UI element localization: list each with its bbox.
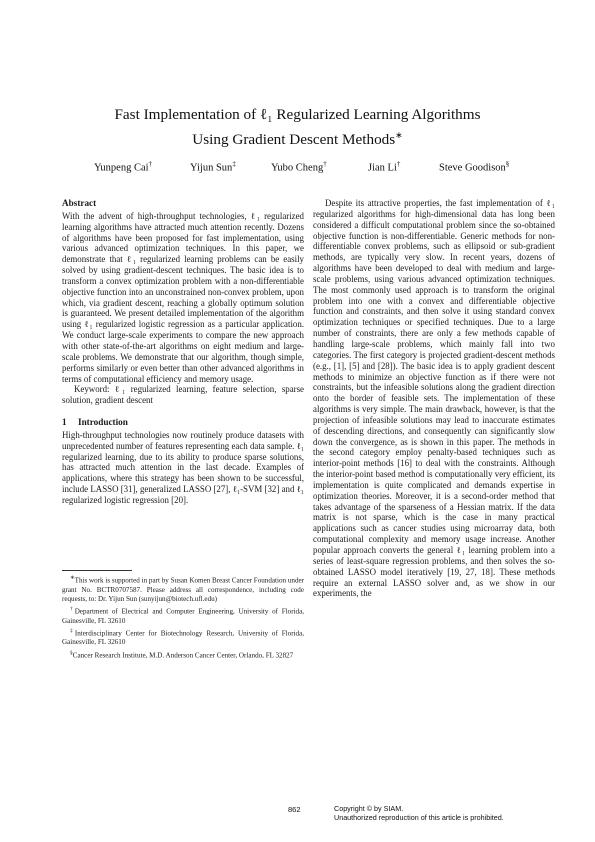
keywords: Keyword: ℓ₁ regularized learning, feature selection, sparse solution, gradient descent bbox=[62, 384, 304, 406]
left-column bbox=[62, 198, 304, 506]
author-name: Yubo Cheng bbox=[271, 162, 324, 174]
footnote-text: Interdisciplinary Center for Biotechnology Research, University of Florida, Gainesville, FL 32610 bbox=[62, 629, 304, 647]
author-mark: ‡ bbox=[232, 160, 236, 168]
author-mark: † bbox=[148, 160, 153, 168]
title-line-1: Fast Implementation of ℓ₁ Regularized Learning Algorithms bbox=[114, 106, 481, 123]
abstract-text: With the advent of high-throughput technologies, ℓ₁ regularized learning algorithms have attracted much attention recently. Dozens of algorithms have been proposed for fast implementation, using various advanced optimization techniques. In this paper, we demonstrate that ℓ₁ regularized learning problems can be easily solved by using gradient-descent techniques. The basic idea is to transform a convex optimization problem with a non-differentiable objective function into an unconstrained non-convex problem, upon which, via gradient descent, reaching a globally optimum solution is guaranteed. We present detailed implementation of the algorithm using ℓ₁ regularized logistic regression as a particular application. We conduct large-scale experiments to compare the new approach with other state-of-the-art algorithms on eight medium and large-scale problems. We demonstrate that our algorithm, though simple, performs similarly or even better than other advanced algorithms in terms of computational efficiency and memory usage. bbox=[62, 210, 304, 384]
author bbox=[94, 160, 152, 174]
section-number: 1 bbox=[62, 417, 67, 428]
abstract-heading: Abstract bbox=[62, 198, 97, 208]
footnotes bbox=[62, 570, 304, 661]
footnote bbox=[62, 649, 304, 661]
footnote-text: Cancer Research Institute, M.D. Anderson Cancer Center, Orlando, FL 32827 bbox=[72, 650, 294, 659]
author-name: Jian Li bbox=[368, 162, 397, 174]
author bbox=[271, 160, 327, 174]
body-paragraph: Despite its attractive properties, the fast implementation of ℓ₁ regularized algorithms for high-dimensional data has long been considered a difficult computational problem since the so-obtained objective function is non-differentiable. Generic methods for non-differentiable convex problems, such as ellipsoid or sub-gradient methods, are typically very slow. In recent years, dozens of algorithms have been developed to deal with medium and large-scale problems, using various advanced optimization techniques. The most commonly used approach is to transform the original problem into one with a convex and differentiable objective function and constraints, and then solve it using standard convex optimization techniques or specified techniques. Due to a large number of constraints, there are only a few methods capable of handling large-scale problems, which mainly fall into two categories. The first category is projected gradient-descent methods (e.g., [1], [5] and [28]). The basic idea is to apply gradient descent methods to minimize an objective function as if there were not constraints, but the infeasible solutions along the gradient direction onto the border of feasible sets. The implementation of these algorithms is very simple. The main drawback, however, is that the projection of infeasible solutions may lead to inaccurate estimates of descending directions, and consequently can significantly slow down the convergence, as is shown in this paper. The methods in the second category employ penalty-based techniques such as interior-point methods [16] to deal with the constraints. Although the interior-point based method is computationally very efficient, its implementation is quite complicated and demands expertise in optimization theories. Moreover, it is a second-order method that takes advantage of the sparseness of a Hessian matrix. If the data matrix is not sparse, which is the case in many practical applications such as cancer studies using microarray data, both computational complexity and memory usage increase. Another popular approach converts the general ℓ₁ learning problem into a series of least-square regression problems, and then solves the so-obtained LASSO model iteratively [19, 27, 18]. These methods require an external LASSO solver and, as we show in our experiments, the bbox=[313, 198, 555, 599]
author-name: Yunpeng Cai bbox=[94, 162, 149, 174]
title-footnote-mark: ∗ bbox=[395, 130, 403, 140]
page-number: 862 bbox=[288, 805, 301, 814]
footnote bbox=[62, 627, 304, 648]
footnote bbox=[62, 574, 304, 604]
footnote bbox=[62, 605, 304, 626]
intro-heading bbox=[62, 417, 304, 428]
footnote-text: Department of Electrical and Computer Engineering, University of Florida, Gainesville, FL 32610 bbox=[62, 607, 305, 625]
footnote-mark: † bbox=[70, 605, 75, 612]
title-line-2 bbox=[60, 125, 535, 150]
copyright-line-1: Copyright © by SIAM. bbox=[334, 804, 404, 813]
author-name: Yijun Sun bbox=[190, 162, 233, 174]
footnote-text: This work is supported in part by Susan Komen Breast Cancer Foundation under grant No. BCTR0707587. Please address all correspondence, including code requests, to: Dr. Yijun Sun (sunyijun@biotech.ufl.edu) bbox=[62, 576, 304, 603]
copyright-line-2: Unauthorized reproduction of this article is prohibited. bbox=[334, 813, 504, 822]
footnote-mark: § bbox=[70, 649, 73, 656]
copyright-notice bbox=[334, 804, 504, 822]
author bbox=[190, 160, 236, 174]
paper-title bbox=[60, 104, 535, 150]
author-name: Steve Goodison bbox=[439, 162, 506, 174]
right-column bbox=[313, 198, 555, 599]
author-mark: § bbox=[505, 160, 510, 168]
author bbox=[368, 160, 400, 174]
footnote-rule bbox=[62, 570, 132, 571]
section-title: Introduction bbox=[78, 417, 128, 428]
intro-text: High-throughput technologies now routinely produce datasets with unprecedented number of features representing each data sample. ℓ₁ regularized learning, due to its ability to produce sparse solutions, has attracted much attention in the last decade. Examples of applications, where this strategy has been shown to be successful, include LASSO [31], generalized LASSO [27], ℓ₁-SVM [32] and ℓ₁ regularized logistic regression [20]. bbox=[62, 429, 304, 505]
footnote-mark: ∗ bbox=[70, 575, 75, 581]
footnote-mark: ‡ bbox=[70, 627, 75, 634]
title-line-2-text: Using Gradient Descent Methods bbox=[192, 131, 396, 149]
author-mark: † bbox=[323, 160, 327, 168]
author bbox=[439, 160, 509, 174]
author-mark: † bbox=[396, 160, 401, 168]
